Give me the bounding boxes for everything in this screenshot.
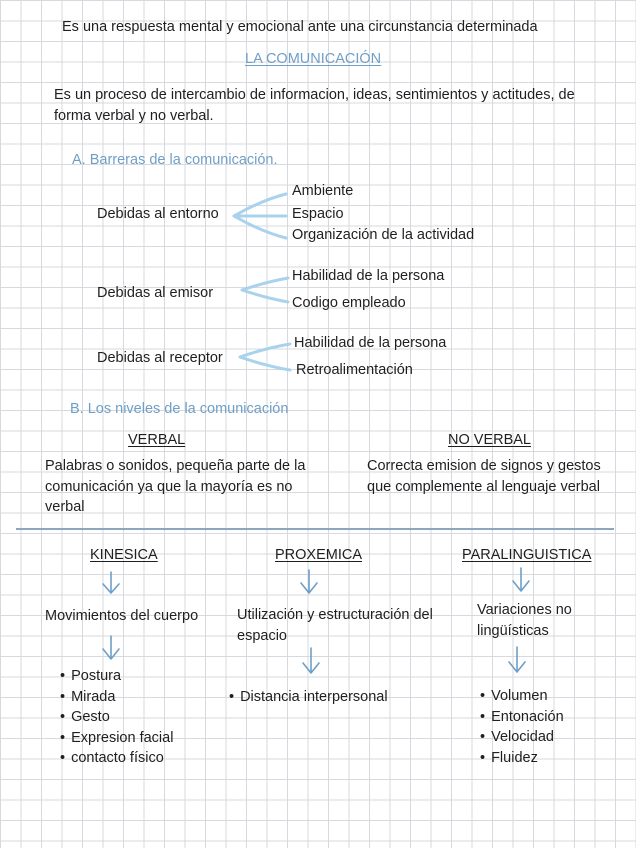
list-item: • Velocidad (480, 727, 564, 748)
list-item: • Mirada (60, 687, 173, 708)
verbal-title: VERBAL (128, 432, 186, 448)
paralinguistica-title: PARALINGUISTICA (462, 547, 592, 563)
verbal-text: Palabras o sonidos, pequeña parte de la comunicación ya que la mayoría es no verbal (45, 458, 306, 515)
list-item: • Postura (60, 666, 173, 687)
down-arrow-icon (510, 566, 532, 594)
down-arrow-icon (506, 645, 528, 675)
paralinguistica-list (480, 686, 564, 768)
barrier-receptor-item: Habilidad de la persona (294, 335, 447, 351)
brace-emisor (240, 276, 292, 304)
barrier-entorno-item: Espacio (292, 206, 344, 222)
barrier-receptor-item: Retroalimentación (296, 362, 413, 378)
barrier-entorno-item: Organización de la actividad (292, 227, 475, 243)
down-arrow-icon (300, 646, 322, 676)
list-item: • Gesto (60, 707, 173, 728)
down-arrow-icon (100, 634, 122, 662)
list-item: • Volumen (480, 686, 564, 707)
no-verbal-title: NO VERBAL (448, 432, 531, 448)
section-divider (16, 528, 614, 530)
brace-entorno (232, 192, 292, 240)
barrier-entorno-item: Ambiente (292, 183, 354, 199)
barrier-emisor-item: Codigo empleado (292, 295, 406, 311)
barrier-entorno-label: Debidas al entorno (97, 206, 219, 222)
barrier-receptor-label: Debidas al receptor (97, 350, 223, 366)
page-title: LA COMUNICACIÓN (245, 51, 382, 67)
section-a-heading: A. Barreras de la comunicación. (72, 152, 278, 168)
kinesica-desc: Movimientos del cuerpo (45, 608, 199, 624)
barrier-emisor-item: Habilidad de la persona (292, 268, 445, 284)
no-verbal-text: Correcta emision de signos y gestos que complemente al lenguaje verbal (367, 458, 601, 495)
list-item: • Entonación (480, 707, 564, 728)
intro-text: Es una respuesta mental y emocional ante una circunstancia determinada (62, 19, 538, 35)
kinesica-list (60, 666, 173, 769)
kinesica-title: KINESICA (90, 547, 158, 563)
barrier-emisor-label: Debidas al emisor (97, 285, 214, 301)
list-item: • Fluidez (480, 748, 564, 769)
list-item: • Expresion facial (60, 728, 173, 749)
definition-text: Es un proceso de intercambio de informacion, ideas, sentimientos y actitudes, de forma verbal y no verbal. (54, 87, 575, 124)
section-b-heading: B. Los niveles de la comunicación (70, 401, 289, 417)
proxemica-desc: Utilización y estructuración del espacio (237, 607, 433, 644)
list-item: • contacto físico (60, 748, 173, 769)
down-arrow-icon (100, 570, 122, 596)
brace-receptor (238, 342, 294, 372)
down-arrow-icon (298, 568, 320, 596)
list-item: • Distancia interpersonal (229, 687, 388, 708)
proxemica-title: PROXEMICA (275, 547, 363, 563)
paralinguistica-desc: Variaciones no lingüísticas (477, 602, 572, 639)
proxemica-list (229, 687, 388, 708)
